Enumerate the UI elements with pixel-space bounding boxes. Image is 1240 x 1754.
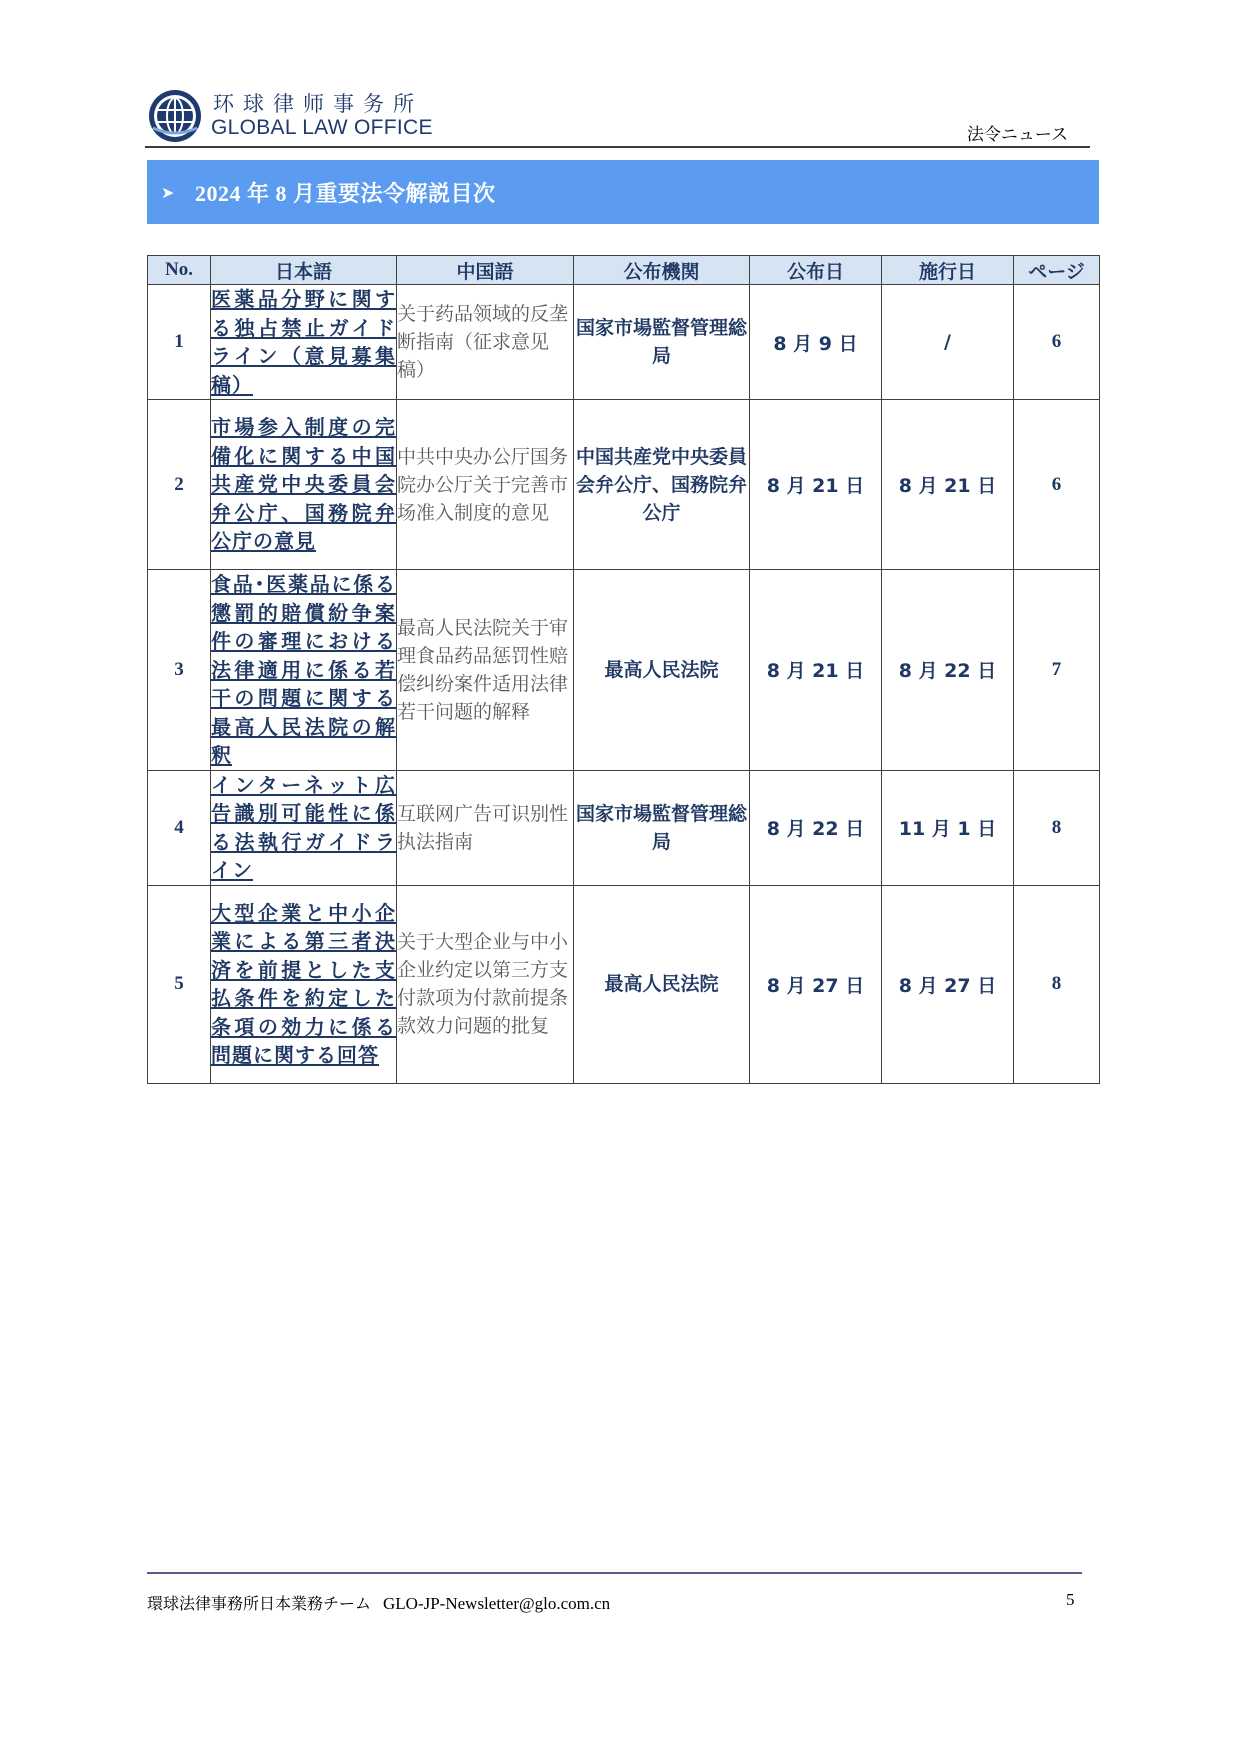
- issuing-authority: 最高人民法院: [574, 570, 750, 771]
- page-number: 8: [1014, 770, 1100, 885]
- row-number: 4: [148, 770, 211, 885]
- publication-date: 8 月 9 日: [750, 285, 882, 400]
- chinese-title: 互联网广告可识别性执法指南: [397, 770, 574, 885]
- arrow-bullet-icon: ➤: [161, 182, 175, 202]
- column-header-japanese: 日本語: [211, 256, 397, 285]
- table-row: [148, 570, 1100, 771]
- chinese-title: 关于药品领域的反垄断指南（征求意见稿）: [397, 285, 574, 400]
- japanese-title-link[interactable]: 市場参入制度の完備化に関する中国共産党中央委員会弁公庁、国務院弁公庁の意見: [211, 415, 396, 554]
- newsletter-section-label: 法令ニュース: [966, 125, 1068, 145]
- issuing-authority: 国家市場監督管理総局: [574, 770, 750, 885]
- section-title: 2024 年 8 月重要法令解説目次: [195, 180, 496, 206]
- footer-divider: [147, 1572, 1082, 1574]
- effective-date: 11 月 1 日: [882, 770, 1014, 885]
- effective-date: 8 月 27 日: [882, 885, 1014, 1083]
- issuing-authority: 最高人民法院: [574, 885, 750, 1083]
- page-number: 8: [1014, 885, 1100, 1083]
- issuing-authority: 国家市場監督管理総局: [574, 285, 750, 400]
- table-row: [148, 400, 1100, 570]
- chinese-title: 中共中央办公厅国务院办公厅关于完善市场准入制度的意见: [397, 400, 574, 570]
- row-number: 3: [148, 570, 211, 771]
- footer-team-name: 環球法律事務所日本業務チーム: [147, 1594, 372, 1613]
- column-header-no: No.: [148, 256, 211, 285]
- column-header-publication-date: 公布日: [750, 256, 882, 285]
- table-header-row: [148, 256, 1100, 285]
- column-header-page: ページ: [1014, 256, 1100, 285]
- japanese-title-link[interactable]: 食品･医薬品に係る懲罰的賠償紛争案件の審理における法律適用に係る若干の問題に関する最高人民法院の解釈: [211, 572, 396, 767]
- chinese-title: 关于大型企业与中小企业约定以第三方支付款项为付款前提条款效力问题的批复: [397, 885, 574, 1083]
- japanese-title-link[interactable]: 大型企業と中小企業による第三者決済を前提とした支払条件を約定した条項の効力に係る問題に関する回答: [211, 900, 396, 1067]
- column-header-issuing-authority: 公布機関: [574, 256, 750, 285]
- table-row: [148, 770, 1100, 885]
- japanese-title-link[interactable]: 医薬品分野に関する独占禁止ガイドライン（意見募集稿）: [211, 287, 396, 397]
- footer-email: GLO-JP-Newsletter@glo.com.cn: [383, 1594, 611, 1613]
- column-header-effective-date: 施行日: [882, 256, 1014, 285]
- page-number: 6: [1014, 285, 1100, 400]
- row-number: 1: [148, 285, 211, 400]
- page-number: 7: [1014, 570, 1100, 771]
- contents-table: [147, 255, 1100, 1084]
- row-number: 2: [148, 400, 211, 570]
- page-header: [145, 80, 1090, 146]
- table-row: [148, 285, 1100, 400]
- footer-credit: [147, 1591, 610, 1614]
- logo-chinese-name: 环球律师事务所: [213, 92, 423, 116]
- table-row: [148, 885, 1100, 1083]
- logo-english-name: GLOBAL LAW OFFICE: [211, 116, 433, 139]
- section-title-bar: [147, 160, 1099, 224]
- publication-date: 8 月 27 日: [750, 885, 882, 1083]
- effective-date: 8 月 21 日: [882, 400, 1014, 570]
- publication-date: 8 月 22 日: [750, 770, 882, 885]
- publication-date: 8 月 21 日: [750, 400, 882, 570]
- header-divider: [145, 146, 1090, 148]
- column-header-chinese: 中国語: [397, 256, 574, 285]
- effective-date: 8 月 22 日: [882, 570, 1014, 771]
- japanese-title-link[interactable]: インターネット広告識別可能性に係る法執行ガイドライン: [211, 772, 396, 882]
- effective-date: /: [882, 285, 1014, 400]
- row-number: 5: [148, 885, 211, 1083]
- chinese-title: 最高人民法院关于审理食品药品惩罚性赔偿纠纷案件适用法律若干问题的解释: [397, 570, 574, 771]
- globe-logo-icon: [147, 88, 203, 144]
- footer-page-number: 5: [1066, 1590, 1075, 1609]
- issuing-authority: 中国共産党中央委員会弁公庁、国務院弁公庁: [574, 400, 750, 570]
- page-number: 6: [1014, 400, 1100, 570]
- publication-date: 8 月 21 日: [750, 570, 882, 771]
